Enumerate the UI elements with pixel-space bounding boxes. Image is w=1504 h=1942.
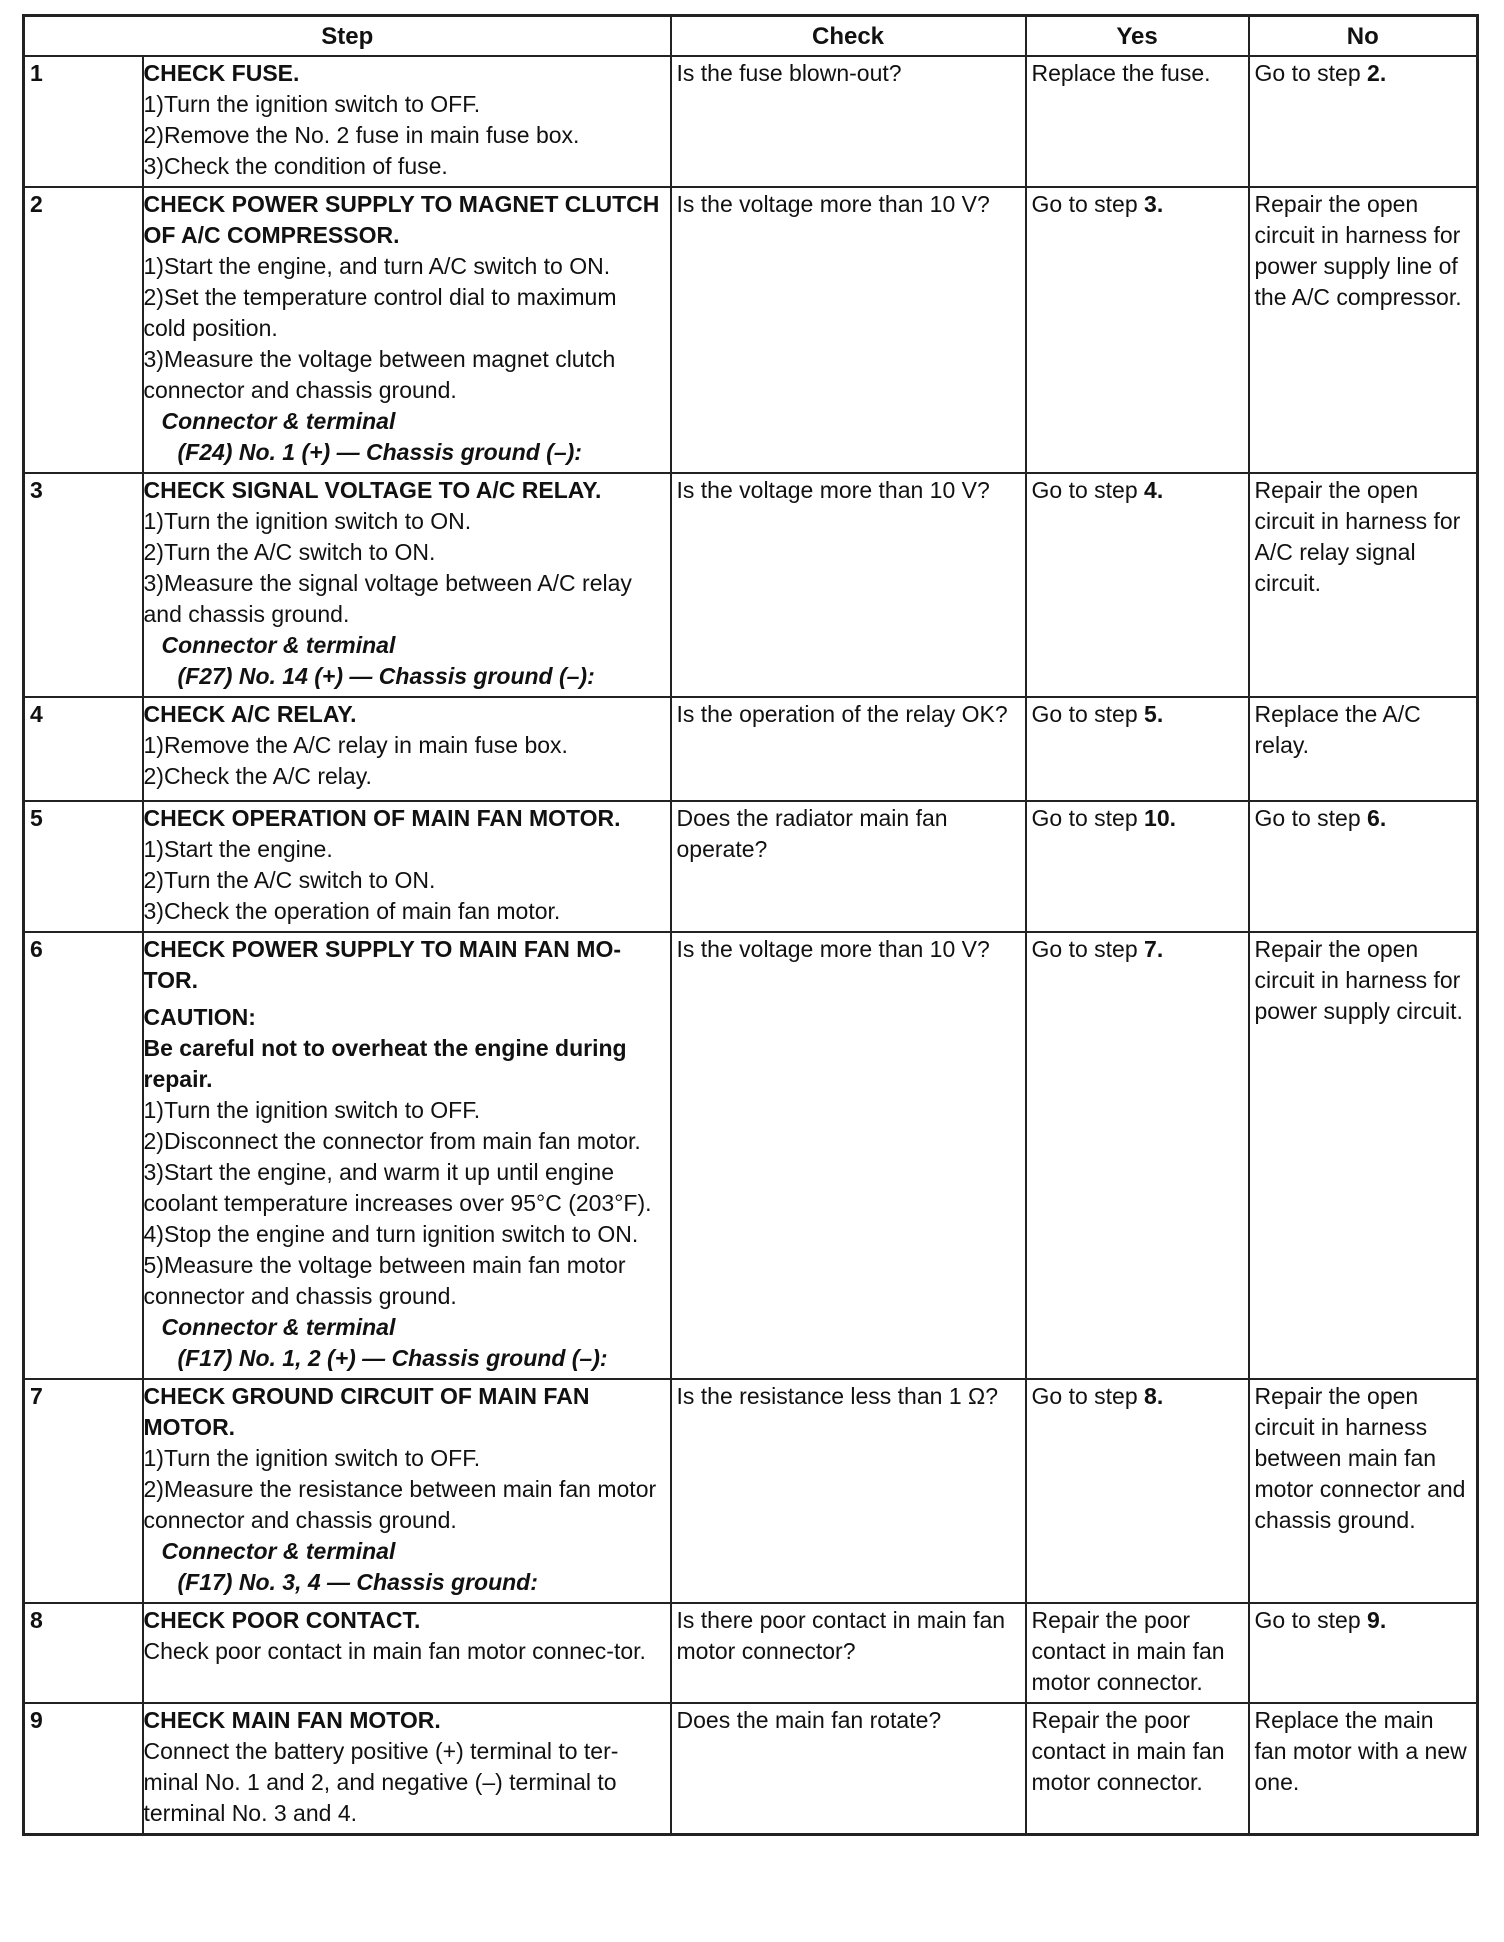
step-cell [143,1379,671,1603]
step-number: 6 [24,932,143,1379]
step-instruction: 3)Check the condition of fuse. [143,153,448,179]
yes-cell [1026,932,1249,1379]
step-cell [143,697,671,801]
connector-label: Connector & terminal [161,1314,396,1340]
step-cell [143,56,671,187]
yes-action: Replace the fuse. [1031,60,1211,86]
no-cell [1249,932,1478,1379]
connector-label: Connector & terminal [161,1538,396,1564]
step-instruction: 2)Disconnect the connector from main fan motor. [143,1128,641,1154]
no-cell [1249,801,1478,932]
check-cell [671,473,1026,697]
table-row [24,56,1478,187]
step-instruction: 1)Start the engine. [143,836,333,862]
yes-cell [1026,1603,1249,1703]
no-step-ref: 9. [1367,1607,1387,1633]
step-instruction: 1)Remove the A/C relay in main fuse box. [143,732,568,758]
no-cell [1249,1703,1478,1835]
header-step: Step [24,16,671,57]
step-number: 9 [24,1703,143,1835]
step-instruction: 2)Turn the A/C switch to ON. [143,867,436,893]
step-title: CHECK A/C RELAY. [143,701,357,727]
check-question: Is the voltage more than 10 V? [676,191,990,217]
step-instruction: 3)Measure the voltage between magnet clutch connector and chassis ground. [143,346,616,403]
step-cell [143,932,671,1379]
step-instruction: 3)Check the operation of main fan motor. [143,898,561,924]
check-cell [671,1703,1026,1835]
step-number: 4 [24,697,143,801]
step-instruction: 4)Stop the engine and turn ignition switch to ON. [143,1221,639,1247]
connector-terminal: (F17) No. 3, 4 — Chassis ground: [177,1569,538,1595]
step-number: 2 [24,187,143,473]
no-action: Go to step [1254,60,1368,86]
yes-action: Repair the poor contact in main fan motor connector. [1031,1607,1225,1695]
check-cell [671,56,1026,187]
step-instruction: 1)Turn the ignition switch to OFF. [143,1445,481,1471]
step-instruction: 2)Measure the resistance between main fan motor connector and chassis ground. [143,1476,657,1533]
check-cell [671,697,1026,801]
step-cell [143,187,671,473]
yes-cell [1026,1703,1249,1835]
step-instruction: Connect the battery positive (+) terminal to ter-minal No. 1 and 2, and negative (–) terminal to terminal No. 3 and 4. [143,1738,619,1826]
no-action: Repair the open circuit in harness for power supply line of the A/C compressor. [1254,191,1462,310]
step-cell [143,801,671,932]
check-question: Is the resistance less than 1 Ω? [676,1383,998,1409]
step-title: CHECK OPERATION OF MAIN FAN MOTOR. [143,805,621,831]
step-instruction: 1)Turn the ignition switch to OFF. [143,91,481,117]
no-cell [1249,56,1478,187]
yes-cell [1026,473,1249,697]
table-row [24,801,1478,932]
step-instruction: 1)Start the engine, and turn A/C switch to ON. [143,253,611,279]
yes-cell [1026,801,1249,932]
step-instruction: 1)Turn the ignition switch to ON. [143,508,472,534]
step-instruction: 5)Measure the voltage between main fan motor connector and chassis ground. [143,1252,626,1309]
yes-cell [1026,1379,1249,1603]
table-row [24,473,1478,697]
yes-cell [1026,187,1249,473]
check-cell [671,187,1026,473]
caution-title: CAUTION: [143,1004,256,1030]
check-question: Is the voltage more than 10 V? [676,936,990,962]
no-action: Go to step [1254,805,1368,831]
yes-action: Go to step [1031,1383,1145,1409]
connector-terminal: (F27) No. 14 (+) — Chassis ground (–): [177,663,595,689]
yes-step-ref: 4. [1144,477,1164,503]
header-no: No [1249,16,1478,57]
check-question: Is the fuse blown-out? [676,60,902,86]
diagnostic-table [22,14,1479,1836]
step-instruction: 2)Check the A/C relay. [143,763,372,789]
table-row [24,697,1478,801]
step-number: 1 [24,56,143,187]
yes-action: Go to step [1031,936,1145,962]
no-action: Replace the A/C relay. [1254,701,1421,758]
step-instruction: 2)Turn the A/C switch to ON. [143,539,436,565]
check-cell [671,932,1026,1379]
no-cell [1249,1379,1478,1603]
step-number: 8 [24,1603,143,1703]
no-cell [1249,187,1478,473]
yes-cell [1026,56,1249,187]
no-action: Repair the open circuit in harness for A/C relay signal circuit. [1254,477,1461,596]
caution-block [144,1002,665,1095]
table-row [24,187,1478,473]
table-row [24,1379,1478,1603]
yes-step-ref: 8. [1144,1383,1164,1409]
step-instruction: 2)Remove the No. 2 fuse in main fuse box. [143,122,580,148]
no-action: Replace the main fan motor with a new one. [1254,1707,1467,1795]
step-title: CHECK POOR CONTACT. [143,1607,421,1633]
step-title: CHECK FUSE. [143,60,300,86]
check-question: Is there poor contact in main fan motor connector? [676,1607,1006,1664]
caution-text: Be careful not to overheat the engine during repair. [143,1035,627,1092]
check-cell [671,801,1026,932]
step-title: CHECK GROUND CIRCUIT OF MAIN FAN MOTOR. [143,1383,590,1440]
header-row [24,16,1478,57]
table-row [24,1603,1478,1703]
step-number: 7 [24,1379,143,1603]
yes-step-ref: 7. [1144,936,1164,962]
table-row [24,1703,1478,1835]
yes-action: Go to step [1031,477,1145,503]
step-title: CHECK SIGNAL VOLTAGE TO A/C RELAY. [143,477,602,503]
table-row [24,932,1478,1379]
step-cell [143,473,671,697]
check-question: Is the voltage more than 10 V? [676,477,990,503]
step-number: 5 [24,801,143,932]
step-cell [143,1603,671,1703]
connector-label: Connector & terminal [161,408,396,434]
step-instruction: 3)Measure the signal voltage between A/C relay and chassis ground. [143,570,632,627]
header-check: Check [671,16,1026,57]
connector-terminal: (F17) No. 1, 2 (+) — Chassis ground (–): [177,1345,608,1371]
no-cell [1249,473,1478,697]
yes-action: Repair the poor contact in main fan motor connector. [1031,1707,1225,1795]
step-title: CHECK POWER SUPPLY TO MAIN FAN MO-TOR. [143,936,622,993]
yes-action: Go to step [1031,805,1145,831]
step-cell [143,1703,671,1835]
step-title: CHECK MAIN FAN MOTOR. [143,1707,441,1733]
check-question: Does the radiator main fan operate? [676,805,948,862]
check-cell [671,1379,1026,1603]
header-yes: Yes [1026,16,1249,57]
step-instruction: 3)Start the engine, and warm it up until engine coolant temperature increases over 95°C (203°F). [143,1159,652,1216]
step-instruction: 1)Turn the ignition switch to OFF. [143,1097,481,1123]
no-cell [1249,1603,1478,1703]
step-number: 3 [24,473,143,697]
step-instruction: Check poor contact in main fan motor connec-tor. [143,1638,646,1664]
yes-step-ref: 5. [1144,701,1164,727]
step-title: CHECK POWER SUPPLY TO MAGNET CLUTCH OF A/C COMPRESSOR. [143,191,660,248]
yes-action: Go to step [1031,191,1145,217]
no-cell [1249,697,1478,801]
no-step-ref: 6. [1367,805,1387,831]
yes-step-ref: 3. [1144,191,1164,217]
yes-step-ref: 10. [1144,805,1177,831]
check-question: Is the operation of the relay OK? [676,701,1008,727]
step-instruction: 2)Set the temperature control dial to maximum cold position. [143,284,617,341]
connector-terminal: (F24) No. 1 (+) — Chassis ground (–): [177,439,582,465]
no-action: Go to step [1254,1607,1368,1633]
check-question: Does the main fan rotate? [676,1707,942,1733]
check-cell [671,1603,1026,1703]
no-step-ref: 2. [1367,60,1387,86]
connector-label: Connector & terminal [161,632,396,658]
no-action: Repair the open circuit in harness between main fan motor connector and chassis ground. [1254,1383,1466,1533]
no-action: Repair the open circuit in harness for power supply circuit. [1254,936,1463,1024]
yes-action: Go to step [1031,701,1145,727]
yes-cell [1026,697,1249,801]
